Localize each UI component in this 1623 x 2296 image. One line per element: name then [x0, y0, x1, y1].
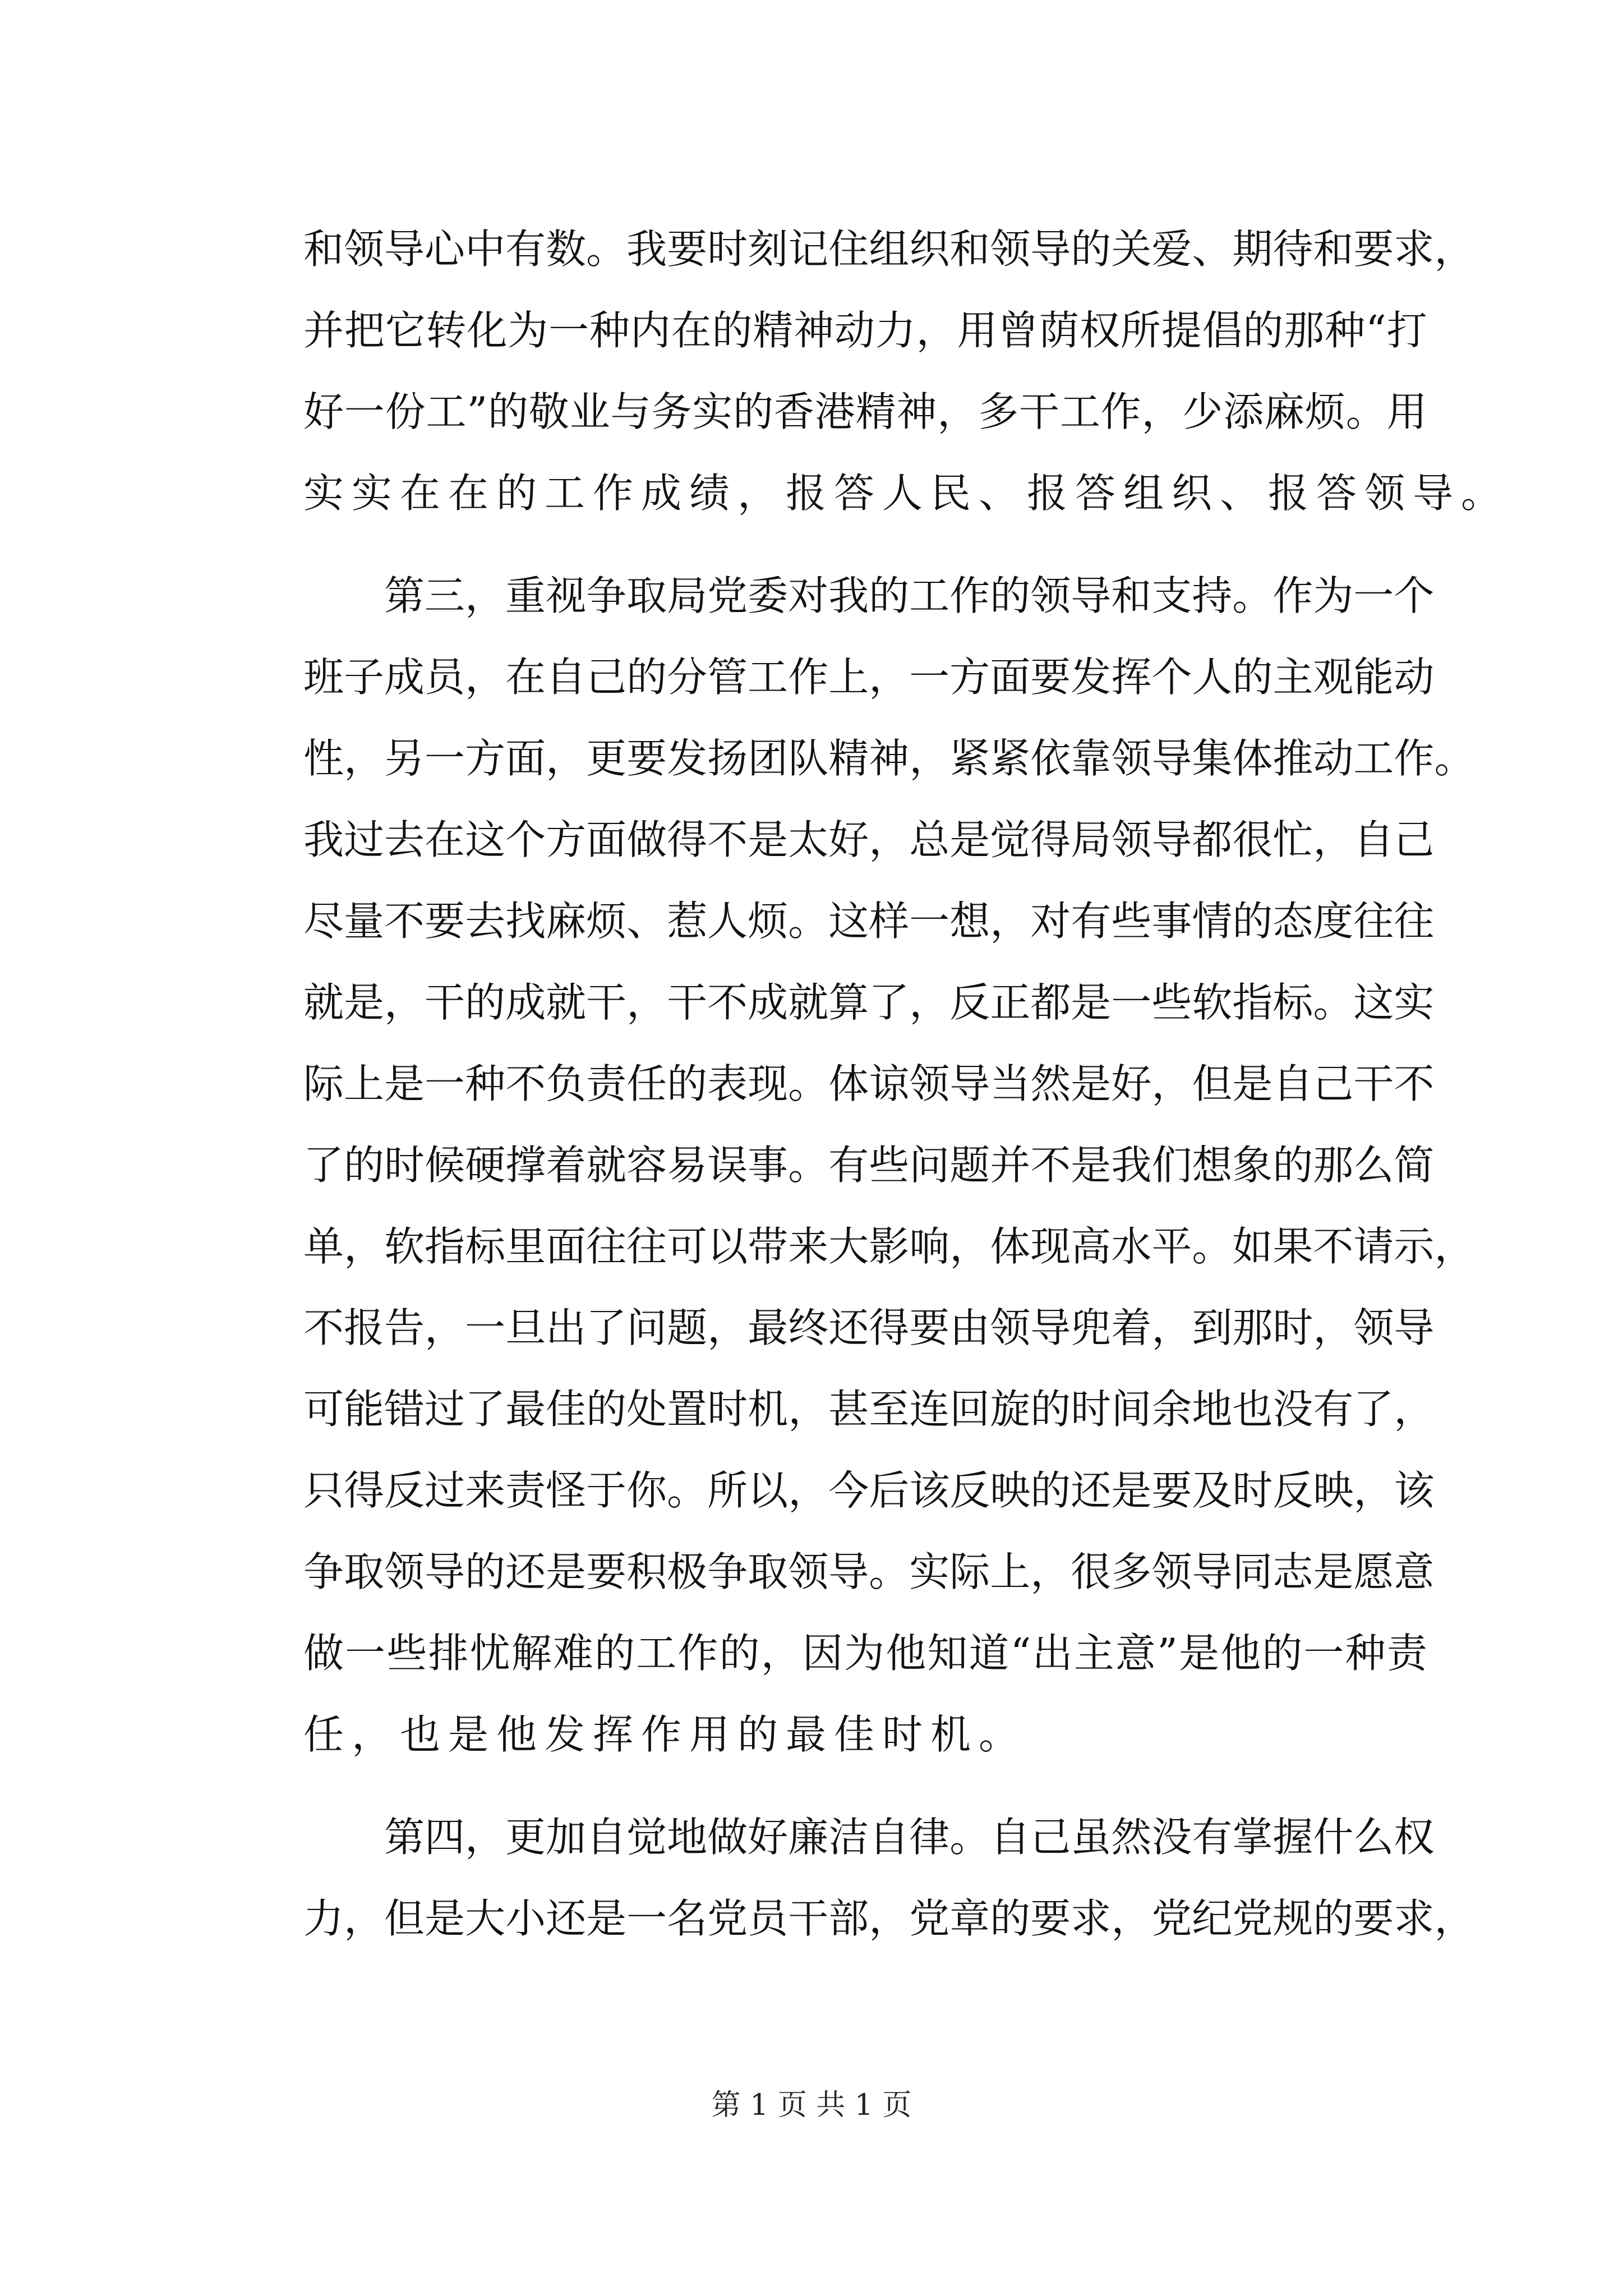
text-line: 和 领 导 心 中 有 数 。 我 要 时 刻 记 住 组 织 和 领 导 的 关 爱 、 期 待 和 要 求 ，	[303, 226, 1475, 273]
text-line: 只 得 反 过 来 责 怪 于 你 。 所 以 ， 今 后 该 反 映 的 还 是 要 及 时 反 映 ， 该	[303, 1467, 1435, 1514]
paragraph	[303, 555, 1475, 1775]
paragraph-gap	[303, 1775, 1427, 1797]
text-line: 做 一 些 排 忧 解 难 的 工 作 的 ， 因 为 他 知 道 “ 出 主 意 ” 是 他 的 一 种 责	[303, 1630, 1427, 1677]
text-line: 第 三 ， 重 视 争 取 局 党 委 对 我 的 工 作 的 领 导 和 支 持 。 作 为 一 个	[384, 572, 1435, 619]
text-line: 第 四 ， 更 加 自 觉 地 做 好 廉 洁 自 律 。 自 己 虽 然 没 有 掌 握 什 么 权	[384, 1814, 1435, 1861]
paragraph	[303, 209, 1510, 534]
text-line: 任，也是他发挥作用的最佳时机。	[303, 1711, 1027, 1758]
text-line: 班 子 成 员 ， 在 自 己 的 分 管 工 作 上 ， 一 方 面 要 发 挥 个 人 的 主 观 能 动	[303, 654, 1435, 701]
page-footer: 第 1 页 共 1 页	[711, 2088, 912, 2122]
text-line: 争 取 领 导 的 还 是 要 积 极 争 取 领 导 。 实 际 上 ， 很 多 领 导 同 志 是 愿 意	[303, 1548, 1435, 1595]
text-line: 不 报 告 ， 一 旦 出 了 问 题 ， 最 终 还 得 要 由 领 导 兜 着 ， 到 那 时 ， 领 导	[303, 1304, 1435, 1351]
text-line: 单 ， 软 指 标 里 面 往 往 可 以 带 来 大 影 响 ， 体 现 高 水 平 。 如 果 不 请 示 ，	[303, 1223, 1475, 1270]
text-line: 性 ， 另 一 方 面 ， 更 要 发 扬 团 队 精 神 ， 紧 紧 依 靠 领 导 集 体 推 动 工 作 。	[303, 735, 1475, 782]
text-line: 尽 量 不 要 去 找 麻 烦 、 惹 人 烦 。 这 样 一 想 ， 对 有 些 事 情 的 态 度 往 往	[303, 898, 1435, 945]
paragraph-gap	[303, 534, 1427, 555]
paragraph	[303, 1797, 1475, 1959]
text-line: 好 一 份 工 ” 的 敬 业 与 务 实 的 香 港 精 神 ， 多 干 工 作 ， 少 添 麻 烦 。 用	[303, 388, 1427, 435]
text-line: 我 过 去 在 这 个 方 面 做 得 不 是 太 好 ， 总 是 觉 得 局 领 导 都 很 忙 ， 自 己	[303, 816, 1435, 863]
text-line: 可 能 错 过 了 最 佳 的 处 置 时 机 ， 甚 至 连 回 旋 的 时 间 余 地 也 没 有 了 ，	[303, 1386, 1435, 1433]
text-line: 实实在在的工作成绩，报答人民、报答组织、报答领导。	[303, 470, 1510, 517]
document-body	[303, 209, 1510, 1959]
text-line: 并 把 它 转 化 为 一 种 内 在 的 精 神 动 力 ， 用 曾 荫 权 所 提 倡 的 那 种 “ 打	[303, 307, 1427, 354]
text-line: 就 是 ， 干 的 成 就 干 ， 干 不 成 就 算 了 ， 反 正 都 是 一 些 软 指 标 。 这 实	[303, 979, 1435, 1026]
text-line: 际 上 是 一 种 不 负 责 任 的 表 现 。 体 谅 领 导 当 然 是 好 ， 但 是 自 己 干 不	[303, 1060, 1435, 1107]
text-line: 力 ， 但 是 大 小 还 是 一 名 党 员 干 部 ， 党 章 的 要 求 ， 党 纪 党 规 的 要 求 ，	[303, 1895, 1475, 1942]
text-line: 了 的 时 候 硬 撑 着 就 容 易 误 事 。 有 些 问 题 并 不 是 我 们 想 象 的 那 么 简	[303, 1142, 1435, 1189]
